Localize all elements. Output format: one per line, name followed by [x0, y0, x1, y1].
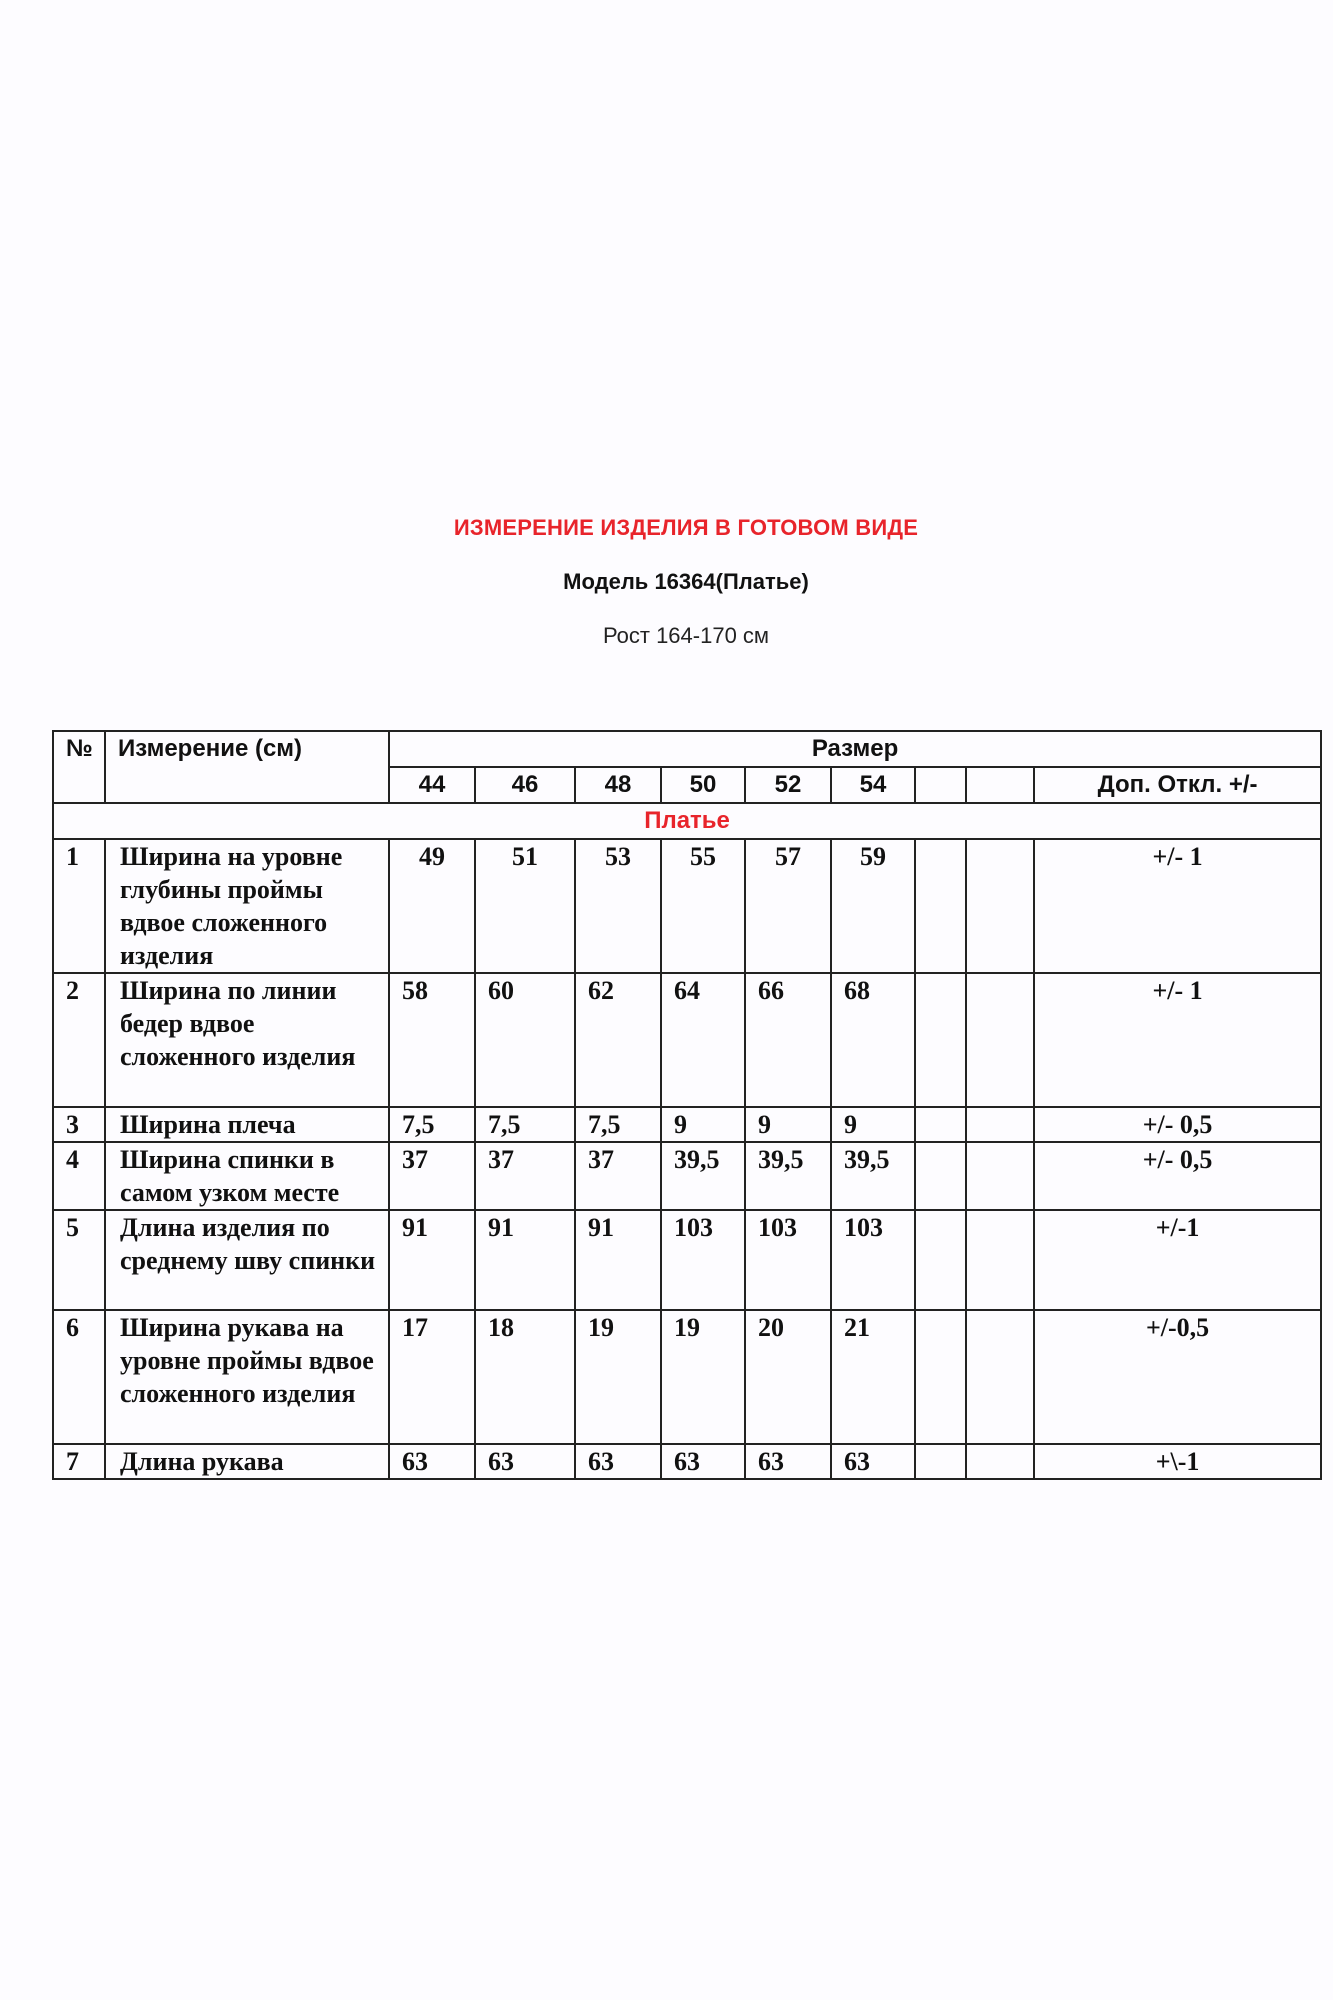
row-size-value: 91: [389, 1210, 475, 1310]
row-size-value: 9: [745, 1107, 831, 1142]
row-size-value: 62: [575, 973, 661, 1107]
row-measurement-name: Ширина плеча: [105, 1107, 389, 1142]
row-number: 1: [53, 839, 105, 973]
empty-cell: [915, 1444, 966, 1479]
height-label: Рост 164-170 см: [602, 623, 770, 648]
model-label: Модель 16364(Платье): [563, 569, 809, 594]
row-size-value: 91: [475, 1210, 575, 1310]
size-header-cell: 44: [389, 767, 475, 803]
row-size-value: 63: [661, 1444, 745, 1479]
row-size-value: 9: [661, 1107, 745, 1142]
empty-cell: [966, 1444, 1034, 1479]
empty-cell: [915, 1310, 966, 1444]
empty-cell: [966, 1310, 1034, 1444]
row-size-value: 68: [831, 973, 915, 1107]
size-header-cell: 50: [661, 767, 745, 803]
row-size-value: 63: [745, 1444, 831, 1479]
row-size-value: 37: [575, 1142, 661, 1210]
empty-cell: [966, 839, 1034, 973]
row-size-value: 58: [389, 973, 475, 1107]
size-header-cell: 48: [575, 767, 661, 803]
table-row: [53, 1310, 1321, 1444]
row-number: 6: [53, 1310, 105, 1444]
row-number: 3: [53, 1107, 105, 1142]
size-header-cell: 52: [745, 767, 831, 803]
empty-cell: [966, 973, 1034, 1107]
row-tolerance: +/- 1: [1034, 973, 1321, 1107]
empty-cell: [966, 1107, 1034, 1142]
row-size-value: 59: [831, 839, 915, 973]
document-title: ИЗМЕРЕНИЕ ИЗДЕЛИЯ В ГОТОВОМ ВИДЕ: [453, 515, 919, 540]
section-row-dress: Платье: [53, 803, 1321, 839]
row-size-value: 9: [831, 1107, 915, 1142]
row-tolerance: +/- 0,5: [1034, 1142, 1321, 1210]
row-measurement-name: Ширина спинки в самом узком месте: [105, 1142, 389, 1210]
header-tolerance: Доп. Откл. +/-: [1034, 767, 1321, 803]
table-row: [53, 1210, 1321, 1310]
empty-cell: [915, 1107, 966, 1142]
row-size-value: 63: [389, 1444, 475, 1479]
row-tolerance: +/- 1: [1034, 839, 1321, 973]
row-number: 7: [53, 1444, 105, 1479]
table-row: [53, 1444, 1321, 1479]
empty-cell: [915, 973, 966, 1107]
row-size-value: 91: [575, 1210, 661, 1310]
row-size-value: 7,5: [389, 1107, 475, 1142]
empty-cell: [966, 1142, 1034, 1210]
empty-cell: [915, 1142, 966, 1210]
row-number: 5: [53, 1210, 105, 1310]
table-row: [53, 839, 1321, 973]
row-size-value: 37: [475, 1142, 575, 1210]
row-size-value: 63: [475, 1444, 575, 1479]
row-size-value: 17: [389, 1310, 475, 1444]
row-size-value: 51: [475, 839, 575, 973]
empty-cell: [915, 839, 966, 973]
row-size-value: 63: [575, 1444, 661, 1479]
row-size-value: 103: [831, 1210, 915, 1310]
empty-size-cell: [966, 767, 1034, 803]
empty-cell: [966, 1210, 1034, 1310]
row-size-value: 39,5: [661, 1142, 745, 1210]
row-measurement-name: Длина рукава: [105, 1444, 389, 1479]
size-header-cell: 54: [831, 767, 915, 803]
row-size-value: 19: [661, 1310, 745, 1444]
row-size-value: 57: [745, 839, 831, 973]
row-size-value: 37: [389, 1142, 475, 1210]
row-size-value: 103: [661, 1210, 745, 1310]
row-size-value: 7,5: [475, 1107, 575, 1142]
row-size-value: 53: [575, 839, 661, 973]
header-number: №: [53, 731, 105, 803]
table-row: [53, 973, 1321, 1107]
header-size: Размер: [389, 731, 1321, 767]
row-size-value: 19: [575, 1310, 661, 1444]
row-number: 2: [53, 973, 105, 1107]
row-tolerance: +/-1: [1034, 1210, 1321, 1310]
row-size-value: 63: [831, 1444, 915, 1479]
row-tolerance: +/-0,5: [1034, 1310, 1321, 1444]
row-number: 4: [53, 1142, 105, 1210]
row-size-value: 39,5: [745, 1142, 831, 1210]
empty-size-cell: [915, 767, 966, 803]
measurement-rows: [53, 839, 1321, 1479]
row-size-value: 20: [745, 1310, 831, 1444]
row-size-value: 39,5: [831, 1142, 915, 1210]
row-size-value: 18: [475, 1310, 575, 1444]
row-size-value: 103: [745, 1210, 831, 1310]
row-size-value: 7,5: [575, 1107, 661, 1142]
row-measurement-name: Длина изделия по среднему шву спинки: [105, 1210, 389, 1310]
row-measurement-name: Ширина по линии бедер вдвое сложенного изделия: [105, 973, 389, 1107]
row-size-value: 21: [831, 1310, 915, 1444]
row-size-value: 55: [661, 839, 745, 973]
row-size-value: 66: [745, 973, 831, 1107]
size-header-cell: 46: [475, 767, 575, 803]
measurement-table: [52, 730, 1322, 1480]
row-size-value: 49: [389, 839, 475, 973]
header-measurement: Измерение (см): [105, 731, 389, 803]
table-row: [53, 1107, 1321, 1142]
table-row: [53, 1142, 1321, 1210]
row-size-value: 64: [661, 973, 745, 1107]
row-tolerance: +/- 0,5: [1034, 1107, 1321, 1142]
row-measurement-name: Ширина рукава на уровне проймы вдвое сложенного изделия: [105, 1310, 389, 1444]
row-size-value: 60: [475, 973, 575, 1107]
row-tolerance: +\-1: [1034, 1444, 1321, 1479]
empty-cell: [915, 1210, 966, 1310]
row-measurement-name: Ширина на уровне глубины проймы вдвое сложенного изделия: [105, 839, 389, 973]
